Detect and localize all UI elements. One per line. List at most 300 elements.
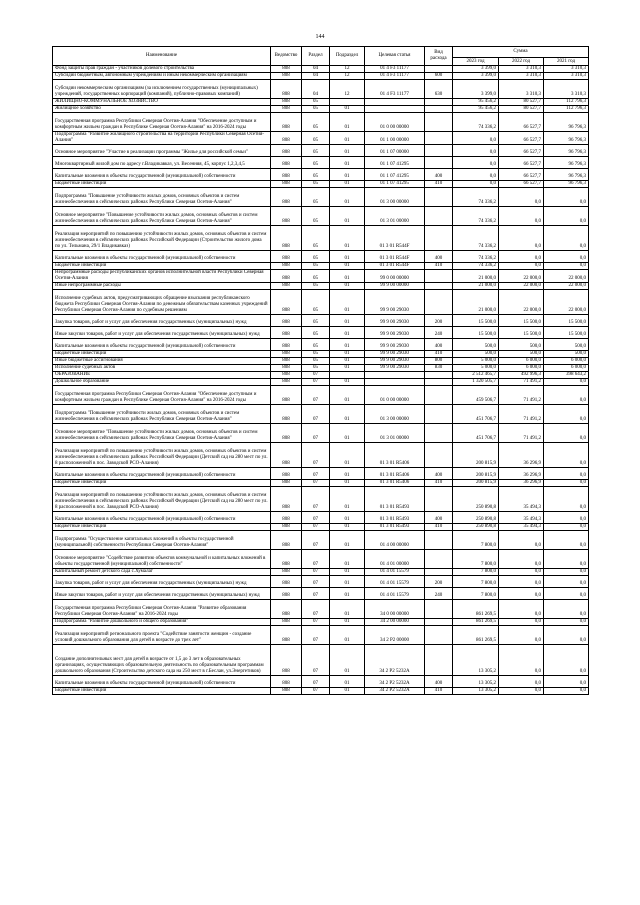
table-row bbox=[53, 315, 589, 327]
cell-expense-type bbox=[425, 207, 453, 226]
cell-sum-2023: 861 269,5 bbox=[453, 600, 499, 619]
cell-sum-2022: 500,0 bbox=[499, 351, 544, 358]
cell-sum-2022: 22 000,0 bbox=[499, 270, 544, 283]
header-target-article: Целевая статья bbox=[365, 47, 425, 66]
cell-sum-2023: 200 815,9 bbox=[453, 480, 499, 487]
cell-expense-type bbox=[425, 487, 453, 512]
cell-sum-2023: 21 000,0 bbox=[453, 270, 499, 283]
cell-sum-2022: 0,0 bbox=[499, 569, 544, 576]
cell-target-article: 34 2 P2 00000 bbox=[365, 626, 425, 645]
cell-ministry: 808 bbox=[271, 480, 302, 487]
cell-subsection: 01 bbox=[330, 569, 365, 576]
header-sum: Сумма bbox=[453, 47, 589, 58]
cell-sum-2023: 0,0 bbox=[453, 169, 499, 181]
cell-target-article: 99 9 00 29030 bbox=[365, 351, 425, 358]
cell-subsection: 12 bbox=[330, 80, 365, 99]
cell-name: Основное мероприятие "Содействие развитию объектов коммунальной и капитальных вложений в объекты государственной (муниципальной) собственности" bbox=[53, 550, 271, 569]
cell-expense-type bbox=[425, 66, 453, 73]
cell-sum-2022: 0,0 bbox=[499, 207, 544, 226]
cell-sum-2023: 250 890,8 bbox=[453, 487, 499, 512]
cell-name: Иные закупки товаров, работ и услуг для обеспечения государственных (муниципальных) нужд bbox=[53, 327, 271, 339]
cell-subsection: 01 bbox=[330, 468, 365, 480]
cell-name: Исполнение судебных актов, предусматривающих обращение взыскания республиканского бюджета Республики Северная Осетия-Алания по денежным обязательствам казенных учреждений Республики Северная Осетия-Алания по судебным решениям bbox=[53, 290, 271, 315]
table-header bbox=[53, 47, 589, 66]
cell-name: Фонд защиты прав граждан - участников долевого строительства bbox=[53, 66, 271, 73]
cell-subsection: 01 bbox=[330, 550, 365, 569]
cell-sum-2021: 96 796,3 bbox=[544, 157, 589, 169]
cell-name: Капитальные вложения в объекты государственной (муниципальной) собственности bbox=[53, 512, 271, 524]
cell-ministry: 808 bbox=[271, 181, 302, 188]
cell-sum-2023: 3 399,0 bbox=[453, 80, 499, 99]
cell-target-article bbox=[365, 372, 425, 379]
cell-subsection: 01 bbox=[330, 424, 365, 443]
cell-ministry: 808 bbox=[271, 468, 302, 480]
table-row bbox=[53, 263, 589, 270]
cell-sum-2022: 35 494,3 bbox=[499, 524, 544, 531]
cell-ministry: 808 bbox=[271, 372, 302, 379]
header-year-2022: 2022 год bbox=[499, 58, 544, 66]
cell-section: 07 bbox=[302, 468, 330, 480]
cell-expense-type bbox=[425, 443, 453, 468]
table-body bbox=[53, 66, 589, 695]
cell-ministry: 808 bbox=[271, 576, 302, 588]
cell-expense-type: 400 bbox=[425, 169, 453, 181]
cell-sum-2021: 3 310,3 bbox=[544, 66, 589, 73]
cell-ministry: 808 bbox=[271, 358, 302, 365]
cell-expense-type bbox=[425, 106, 453, 113]
table-row bbox=[53, 576, 589, 588]
cell-ministry: 808 bbox=[271, 188, 302, 207]
cell-expense-type: 630 bbox=[425, 80, 453, 99]
cell-section: 07 bbox=[302, 600, 330, 619]
cell-subsection: 01 bbox=[330, 600, 365, 619]
cell-ministry: 808 bbox=[271, 645, 302, 676]
cell-target-article: 01 1 07 00000 bbox=[365, 145, 425, 157]
cell-sum-2022: 36 296,9 bbox=[499, 480, 544, 487]
cell-sum-2022: 0,0 bbox=[499, 576, 544, 588]
cell-name: Капитальные вложения в объекты государственной (муниципальной) собственности bbox=[53, 339, 271, 351]
cell-ministry: 808 bbox=[271, 600, 302, 619]
cell-name: Капитальные вложения в объекты государственной (муниципальной) собственности bbox=[53, 468, 271, 480]
cell-sum-2022: 71 491,2 bbox=[499, 386, 544, 405]
cell-sum-2023: 5 000,0 bbox=[453, 365, 499, 372]
cell-name: Иные закупки товаров, работ и услуг для обеспечения государственных (муниципальных) нужд bbox=[53, 588, 271, 600]
cell-subsection: 01 bbox=[330, 512, 365, 524]
cell-name: ОБРАЗОВАНИЕ bbox=[53, 372, 271, 379]
cell-expense-type: 240 bbox=[425, 327, 453, 339]
table-row bbox=[53, 169, 589, 181]
cell-sum-2023: 500,0 bbox=[453, 339, 499, 351]
cell-name: ЖИЛИЩНО-КОММУНАЛЬНОЕ ХОЗЯЙСТВО bbox=[53, 99, 271, 106]
table-row bbox=[53, 358, 589, 365]
cell-sum-2022: 0,0 bbox=[499, 550, 544, 569]
cell-name: Бюджетные инвестиции bbox=[53, 351, 271, 358]
cell-sum-2022: 71 491,2 bbox=[499, 424, 544, 443]
cell-sum-2021: 96 796,3 bbox=[544, 113, 589, 132]
cell-expense-type bbox=[425, 132, 453, 145]
cell-sum-2021: 96 796,3 bbox=[544, 169, 589, 181]
table-row bbox=[53, 145, 589, 157]
cell-sum-2023: 451 706,7 bbox=[453, 405, 499, 424]
cell-target-article: 01 3 01 R5493 bbox=[365, 524, 425, 531]
cell-name: Субсидии некоммерческим организациям (за исключением государственных (муниципальных) учреждений, государственных корпораций (компаний), публично-правовых компаний) bbox=[53, 80, 271, 99]
cell-target-article: 01 0 00 00000 bbox=[365, 113, 425, 132]
header-ministry: Ведомство bbox=[271, 47, 302, 66]
cell-sum-2022: 0,0 bbox=[499, 626, 544, 645]
table-row bbox=[53, 480, 589, 487]
cell-section: 07 bbox=[302, 379, 330, 386]
cell-ministry: 808 bbox=[271, 626, 302, 645]
cell-subsection: 01 bbox=[330, 207, 365, 226]
cell-sum-2021: 0,0 bbox=[544, 188, 589, 207]
cell-sum-2023: 74 336,2 bbox=[453, 251, 499, 263]
cell-sum-2022: 0,0 bbox=[499, 600, 544, 619]
cell-target-article: 01 1 07 41295 bbox=[365, 181, 425, 188]
cell-expense-type: 400 bbox=[425, 512, 453, 524]
cell-expense-type bbox=[425, 424, 453, 443]
cell-ministry: 808 bbox=[271, 132, 302, 145]
cell-subsection: 01 bbox=[330, 270, 365, 283]
cell-sum-2021: 0,0 bbox=[544, 576, 589, 588]
cell-section: 07 bbox=[302, 688, 330, 695]
cell-section: 07 bbox=[302, 550, 330, 569]
cell-subsection: 01 bbox=[330, 113, 365, 132]
cell-subsection: 01 bbox=[330, 181, 365, 188]
cell-expense-type bbox=[425, 619, 453, 626]
table-row bbox=[53, 569, 589, 576]
cell-section: 07 bbox=[302, 386, 330, 405]
cell-sum-2021: 0,0 bbox=[544, 688, 589, 695]
table-row bbox=[53, 487, 589, 512]
cell-subsection bbox=[330, 372, 365, 379]
cell-section: 04 bbox=[302, 73, 330, 80]
cell-expense-type: 400 bbox=[425, 251, 453, 263]
cell-ministry: 808 bbox=[271, 424, 302, 443]
cell-name: Капитальные вложения в объекты государственной (муниципальной) собственности bbox=[53, 251, 271, 263]
cell-sum-2022: 0,0 bbox=[499, 688, 544, 695]
cell-subsection: 01 bbox=[330, 443, 365, 468]
table-row bbox=[53, 386, 589, 405]
cell-sum-2023: 1 320 505,7 bbox=[453, 379, 499, 386]
cell-ministry: 808 bbox=[271, 169, 302, 181]
table-row bbox=[53, 106, 589, 113]
cell-expense-type bbox=[425, 550, 453, 569]
cell-target-article: 34 2 P2 5232A bbox=[365, 645, 425, 676]
cell-target-article: 01 3 01 00000 bbox=[365, 207, 425, 226]
cell-sum-2021: 500,0 bbox=[544, 351, 589, 358]
cell-sum-2023: 861 269,5 bbox=[453, 619, 499, 626]
cell-section: 05 bbox=[302, 106, 330, 113]
cell-expense-type: 200 bbox=[425, 315, 453, 327]
cell-target-article: 34 2 P2 5232A bbox=[365, 688, 425, 695]
cell-name: Подпрограмма "Повышение устойчивости жилых домов, основных объектов и систем жизнеобеспечения в сейсмических районах Республики Северная Осетия-Алания" bbox=[53, 188, 271, 207]
cell-sum-2023: 74 336,2 bbox=[453, 188, 499, 207]
cell-target-article: 01 4 F3 11177 bbox=[365, 66, 425, 73]
cell-expense-type bbox=[425, 600, 453, 619]
cell-subsection: 01 bbox=[330, 676, 365, 688]
cell-name: Иные бюджетные ассигнования bbox=[53, 358, 271, 365]
cell-subsection: 01 bbox=[330, 588, 365, 600]
cell-sum-2023: 15 500,0 bbox=[453, 315, 499, 327]
cell-target-article: 01 4 01 00000 bbox=[365, 550, 425, 569]
cell-expense-type bbox=[425, 569, 453, 576]
cell-ministry: 808 bbox=[271, 569, 302, 576]
cell-target-article: 01 3 01 R544F bbox=[365, 263, 425, 270]
cell-section: 07 bbox=[302, 588, 330, 600]
cell-expense-type bbox=[425, 386, 453, 405]
cell-sum-2023: 74 336,2 bbox=[453, 113, 499, 132]
cell-sum-2021: 0,0 bbox=[544, 619, 589, 626]
table-row bbox=[53, 424, 589, 443]
cell-sum-2023: 95 456,2 bbox=[453, 99, 499, 106]
cell-name: Бюджетные инвестиции bbox=[53, 688, 271, 695]
cell-sum-2023: 200 815,9 bbox=[453, 468, 499, 480]
cell-name: Реализация мероприятий регионального проекта "Содействие занятости женщин - создание условий дошкольного образования для детей в возрасте до трех лет" bbox=[53, 626, 271, 645]
cell-sum-2022: 0,0 bbox=[499, 645, 544, 676]
cell-subsection: 01 bbox=[330, 626, 365, 645]
cell-expense-type bbox=[425, 290, 453, 315]
cell-target-article: 99 9 00 29030 bbox=[365, 365, 425, 372]
cell-expense-type: 400 bbox=[425, 339, 453, 351]
cell-sum-2022: 22 000,0 bbox=[499, 283, 544, 290]
cell-ministry: 808 bbox=[271, 207, 302, 226]
cell-section: 05 bbox=[302, 270, 330, 283]
cell-target-article: 01 4 F3 11177 bbox=[365, 73, 425, 80]
cell-sum-2021: 96 796,3 bbox=[544, 181, 589, 188]
cell-name: Реализация мероприятий по повышению устойчивости жилых домов, основных объектов и систем жизнеобеспечения в сейсмических районах Российской Федерации (Детский сад на 280 мест по ул. 8 расположенной в пос. Заводской РСО-Алания) bbox=[53, 487, 271, 512]
cell-name: Жилищное хозяйство bbox=[53, 106, 271, 113]
cell-sum-2022: 66 527,7 bbox=[499, 145, 544, 157]
budget-table bbox=[52, 46, 589, 695]
cell-sum-2021: 22 000,0 bbox=[544, 290, 589, 315]
cell-section: 05 bbox=[302, 283, 330, 290]
cell-expense-type: 830 bbox=[425, 365, 453, 372]
cell-sum-2021: 0,0 bbox=[544, 480, 589, 487]
cell-expense-type bbox=[425, 531, 453, 550]
cell-subsection: 01 bbox=[330, 379, 365, 386]
cell-subsection: 01 bbox=[330, 132, 365, 145]
cell-name: Непрограммные расходы республиканских органов исполнительной власти Республики Северная Осетия-Алания bbox=[53, 270, 271, 283]
cell-sum-2023: 13 305,2 bbox=[453, 645, 499, 676]
cell-sum-2021: 112 796,3 bbox=[544, 99, 589, 106]
cell-target-article: 99 9 00 29030 bbox=[365, 339, 425, 351]
cell-ministry: 808 bbox=[271, 524, 302, 531]
cell-section: 07 bbox=[302, 372, 330, 379]
cell-section: 04 bbox=[302, 80, 330, 99]
table-row bbox=[53, 113, 589, 132]
cell-sum-2021: 398 643,2 bbox=[544, 372, 589, 379]
cell-target-article bbox=[365, 106, 425, 113]
cell-section: 05 bbox=[302, 226, 330, 251]
table-row bbox=[53, 157, 589, 169]
table-row bbox=[53, 207, 589, 226]
cell-sum-2022: 0,0 bbox=[499, 251, 544, 263]
cell-section: 05 bbox=[302, 315, 330, 327]
cell-sum-2021: 0,0 bbox=[544, 626, 589, 645]
cell-section: 05 bbox=[302, 113, 330, 132]
cell-target-article: 01 1 07 41295 bbox=[365, 157, 425, 169]
cell-sum-2023: 3 399,0 bbox=[453, 73, 499, 80]
cell-sum-2021: 112 796,3 bbox=[544, 106, 589, 113]
cell-subsection: 01 bbox=[330, 263, 365, 270]
cell-subsection: 01 bbox=[330, 339, 365, 351]
cell-name: Создание дополнительных мест для детей в возрасте от 1,5 до 3 лет в образовательных организациях, осуществляющих образовательную деятельность по образовательным программам дошкольного образования (Строительство детского сада на 250 мест в г.Беслан, ул.Энергетиков) bbox=[53, 645, 271, 676]
cell-subsection: 01 bbox=[330, 386, 365, 405]
cell-ministry: 808 bbox=[271, 106, 302, 113]
cell-sum-2021: 0,0 bbox=[544, 569, 589, 576]
cell-target-article: 01 3 01 00000 bbox=[365, 424, 425, 443]
cell-sum-2021: 15 500,0 bbox=[544, 327, 589, 339]
cell-expense-type bbox=[425, 99, 453, 106]
cell-expense-type bbox=[425, 113, 453, 132]
cell-ministry: 808 bbox=[271, 405, 302, 424]
cell-ministry: 808 bbox=[271, 315, 302, 327]
cell-expense-type bbox=[425, 379, 453, 386]
cell-name: Государственная программа Республики Северная Осетия-Алания "Обеспечение доступным и комфортным жильем граждан в Республике Северная Осетия-Алания" на 2016-2024 годы bbox=[53, 113, 271, 132]
cell-sum-2021: 6 000,0 bbox=[544, 358, 589, 365]
cell-sum-2022: 35 494,3 bbox=[499, 512, 544, 524]
cell-sum-2022: 15 500,0 bbox=[499, 315, 544, 327]
cell-expense-type: 410 bbox=[425, 480, 453, 487]
cell-section: 07 bbox=[302, 487, 330, 512]
cell-expense-type: 410 bbox=[425, 351, 453, 358]
table-row bbox=[53, 132, 589, 145]
cell-sum-2022: 0,0 bbox=[499, 588, 544, 600]
cell-name: Бюджетные инвестиции bbox=[53, 181, 271, 188]
table-row bbox=[53, 372, 589, 379]
cell-name: Основное мероприятие "Повышение устойчивости жилых домов, основных объектов и систем жизнеобеспечения в сейсмических районах Республики Северная Осетия-Алания" bbox=[53, 424, 271, 443]
cell-section: 05 bbox=[302, 188, 330, 207]
cell-expense-type: 410 bbox=[425, 263, 453, 270]
cell-section: 05 bbox=[302, 169, 330, 181]
cell-ministry: 808 bbox=[271, 80, 302, 99]
cell-sum-2023: 74 336,2 bbox=[453, 226, 499, 251]
cell-sum-2023: 13 305,2 bbox=[453, 676, 499, 688]
header-expense-type: Вид расхода bbox=[425, 47, 453, 66]
cell-subsection: 01 bbox=[330, 405, 365, 424]
cell-ministry: 808 bbox=[271, 113, 302, 132]
cell-sum-2022: 80 527,7 bbox=[499, 99, 544, 106]
cell-sum-2023: 7 800,0 bbox=[453, 576, 499, 588]
cell-name: Подпрограмма "Развитие дошкольного и общего образования" bbox=[53, 619, 271, 626]
cell-subsection: 01 bbox=[330, 531, 365, 550]
cell-ministry: 808 bbox=[271, 550, 302, 569]
cell-sum-2022: 3 310,3 bbox=[499, 66, 544, 73]
cell-sum-2021: 0,0 bbox=[544, 468, 589, 480]
cell-subsection: 01 bbox=[330, 358, 365, 365]
cell-section: 05 bbox=[302, 99, 330, 106]
cell-sum-2021: 15 500,0 bbox=[544, 315, 589, 327]
cell-ministry: 808 bbox=[271, 676, 302, 688]
table-row bbox=[53, 443, 589, 468]
cell-subsection: 01 bbox=[330, 576, 365, 588]
cell-sum-2023: 500,0 bbox=[453, 351, 499, 358]
cell-name: Капитальные вложения в объекты государственной (муниципальной) собственности bbox=[53, 676, 271, 688]
cell-ministry: 808 bbox=[271, 339, 302, 351]
cell-expense-type bbox=[425, 226, 453, 251]
header-year-2023: 2023 год bbox=[453, 58, 499, 66]
cell-name: Закупка товаров, работ и услуг для обеспечения государственных (муниципальных) нужд bbox=[53, 315, 271, 327]
cell-expense-type bbox=[425, 405, 453, 424]
cell-subsection: 01 bbox=[330, 169, 365, 181]
cell-sum-2022: 36 296,9 bbox=[499, 443, 544, 468]
cell-sum-2023: 7 800,0 bbox=[453, 588, 499, 600]
table-row bbox=[53, 531, 589, 550]
cell-expense-type: 200 bbox=[425, 576, 453, 588]
cell-section: 07 bbox=[302, 524, 330, 531]
cell-ministry: 808 bbox=[271, 365, 302, 372]
table-row bbox=[53, 66, 589, 73]
cell-section: 05 bbox=[302, 290, 330, 315]
cell-sum-2023: 13 305,2 bbox=[453, 688, 499, 695]
cell-section: 05 bbox=[302, 351, 330, 358]
cell-sum-2021: 0,0 bbox=[544, 226, 589, 251]
cell-target-article: 01 4 01 15579 bbox=[365, 588, 425, 600]
table-row bbox=[53, 365, 589, 372]
cell-ministry: 808 bbox=[271, 386, 302, 405]
cell-sum-2021: 96 796,3 bbox=[544, 145, 589, 157]
table-row bbox=[53, 251, 589, 263]
cell-target-article: 34 0 00 00000 bbox=[365, 600, 425, 619]
cell-ministry: 808 bbox=[271, 531, 302, 550]
cell-sum-2022: 0,0 bbox=[499, 619, 544, 626]
table-row bbox=[53, 270, 589, 283]
cell-ministry: 808 bbox=[271, 688, 302, 695]
cell-sum-2022: 0,0 bbox=[499, 676, 544, 688]
cell-sum-2021: 0,0 bbox=[544, 207, 589, 226]
cell-ministry: 808 bbox=[271, 443, 302, 468]
cell-ministry: 808 bbox=[271, 157, 302, 169]
cell-subsection: 01 bbox=[330, 688, 365, 695]
table-row bbox=[53, 226, 589, 251]
cell-section: 05 bbox=[302, 207, 330, 226]
cell-target-article: 01 3 01 R5493 bbox=[365, 487, 425, 512]
table-row bbox=[53, 468, 589, 480]
cell-sum-2021: 96 796,3 bbox=[544, 132, 589, 145]
cell-sum-2021: 0,0 bbox=[544, 424, 589, 443]
cell-expense-type: 600 bbox=[425, 73, 453, 80]
cell-sum-2023: 250 890,8 bbox=[453, 512, 499, 524]
cell-ministry: 808 bbox=[271, 351, 302, 358]
cell-subsection: 12 bbox=[330, 73, 365, 80]
cell-sum-2022: 0,0 bbox=[499, 226, 544, 251]
cell-expense-type: 240 bbox=[425, 588, 453, 600]
cell-section: 05 bbox=[302, 181, 330, 188]
cell-target-article: 34 2 P2 5232A bbox=[365, 676, 425, 688]
cell-sum-2021: 22 000,0 bbox=[544, 270, 589, 283]
cell-sum-2021: 6 000,0 bbox=[544, 365, 589, 372]
cell-sum-2021: 3 310,3 bbox=[544, 73, 589, 80]
cell-sum-2021: 0,0 bbox=[544, 405, 589, 424]
cell-section: 07 bbox=[302, 531, 330, 550]
cell-target-article: 01 3 01 R5406 bbox=[365, 480, 425, 487]
cell-ministry: 808 bbox=[271, 99, 302, 106]
cell-target-article: 01 1 00 00000 bbox=[365, 132, 425, 145]
cell-section: 04 bbox=[302, 66, 330, 73]
cell-name: Иные непрограммные расходы bbox=[53, 283, 271, 290]
cell-name: Бюджетные инвестиции bbox=[53, 480, 271, 487]
table-row bbox=[53, 188, 589, 207]
cell-section: 07 bbox=[302, 512, 330, 524]
cell-ministry: 808 bbox=[271, 512, 302, 524]
header-name: Наименование bbox=[53, 47, 271, 66]
cell-target-article: 01 4 00 00000 bbox=[365, 531, 425, 550]
cell-expense-type: 410 bbox=[425, 181, 453, 188]
cell-name: Реализация мероприятий по повышению устойчивости жилых домов, основных объектов и систем жизнеобеспечения в сейсмических районах Российской Федерации (Строительство жилого дома по ул. Тельмана, 29/1 Владикавказ) bbox=[53, 226, 271, 251]
cell-target-article: 01 0 00 00000 bbox=[365, 386, 425, 405]
cell-sum-2021: 0,0 bbox=[544, 600, 589, 619]
cell-section: 07 bbox=[302, 405, 330, 424]
